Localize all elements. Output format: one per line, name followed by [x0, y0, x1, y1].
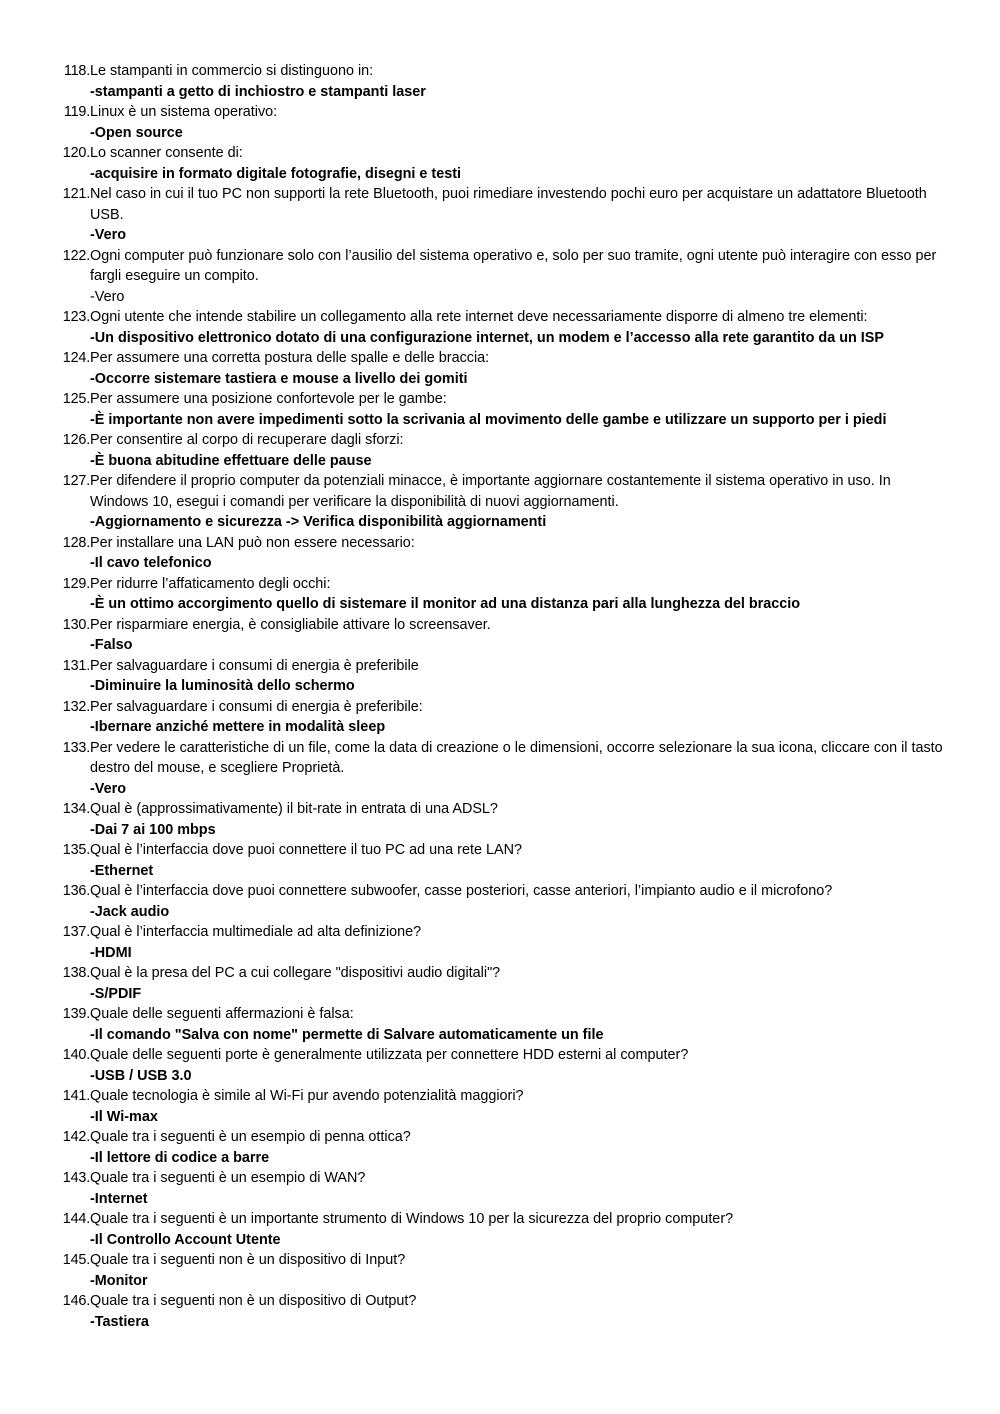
- question-line: [50, 574, 950, 595]
- question-line: [50, 1004, 950, 1025]
- question-text: Quale tra i seguenti è un esempio di penna ottica?: [90, 1129, 411, 1145]
- question-number: 128.: [62, 534, 90, 551]
- question-text: Nel caso in cui il tuo PC non supporti la rete Bluetooth, puoi rimediare investendo pochi euro per acquistare un adattatore Bluetooth USB.: [90, 186, 927, 223]
- answer-text: -È un ottimo accorgimento quello di sistemare il monitor ad una distanza pari alla lunghezza del braccio: [90, 596, 801, 612]
- question-item: [50, 1086, 950, 1127]
- question-number: 122.: [62, 247, 90, 264]
- question-number: 123.: [62, 309, 90, 325]
- question-item: [50, 307, 950, 348]
- question-item: [50, 533, 950, 574]
- question-item: [50, 922, 950, 963]
- question-line: [50, 471, 950, 512]
- question-item: [50, 881, 950, 922]
- question-text: Qual è (approssimativamente) il bit-rate in entrata di una ADSL?: [90, 801, 498, 817]
- question-item: [50, 1291, 950, 1332]
- answer-text: -acquisire in formato digitale fotografie, disegni e testi: [90, 165, 462, 182]
- question-item: [50, 697, 950, 738]
- answer-text: -Tastiera: [90, 1313, 149, 1330]
- question-number: 129.: [62, 575, 90, 592]
- question-text: Per difendere il proprio computer da potenziali minacce, è importante aggiornare costantemente il sistema operativo in uso. In Windows 10, esegui i comandi per verificare la disponibilità di nuovi aggiornamenti.: [90, 473, 891, 510]
- question-text: Per ridurre l’affaticamento degli occhi:: [90, 575, 331, 592]
- question-item: [50, 799, 950, 840]
- question-text: Quale delle seguenti affermazioni è falsa:: [90, 1006, 354, 1022]
- question-line: [50, 143, 950, 164]
- question-text: Qual è l’interfaccia multimediale ad alta definizione?: [90, 924, 422, 940]
- question-text: Per assumere una corretta postura delle spalle e delle braccia:: [90, 350, 490, 366]
- question-text: Quale tra i seguenti non è un dispositivo di Output?: [90, 1293, 417, 1309]
- answer-text: -Open source: [90, 124, 183, 141]
- question-number: 140.: [62, 1047, 90, 1063]
- question-line: [50, 246, 950, 287]
- question-text: Quale tecnologia è simile al Wi-Fi pur avendo potenzialità maggiori?: [90, 1088, 524, 1104]
- question-item: [50, 430, 950, 471]
- question-text: Per salvaguardare i consumi di energia è preferibile:: [90, 698, 423, 715]
- answer-text: -Un dispositivo elettronico dotato di una configurazione internet, un modem e l’accesso alla rete garantito da un ISP: [90, 329, 885, 346]
- question-item: [50, 143, 950, 184]
- question-item: [50, 184, 950, 246]
- answer-text: -Occorre sistemare tastiera e mouse a livello dei gomiti: [90, 370, 468, 387]
- answer-text: -Il Wi-max: [90, 1108, 158, 1125]
- question-item: [50, 471, 950, 533]
- question-text: Per assumere una posizione confortevole per le gambe:: [90, 391, 447, 407]
- question-number: 133.: [62, 739, 90, 756]
- answer-text: -Jack audio: [90, 903, 170, 920]
- question-number: 143.: [62, 1170, 90, 1186]
- question-number: 134.: [62, 801, 90, 817]
- question-text: Qual è la presa del PC a cui collegare "dispositivi audio digitali"?: [90, 965, 501, 981]
- question-list: [50, 61, 950, 1332]
- question-line: [50, 307, 950, 328]
- question-text: Qual è l’interfaccia dove puoi connettere subwoofer, casse posteriori, casse anteriori, l’impianto audio e il microfono?: [90, 883, 833, 899]
- question-item: [50, 574, 950, 615]
- question-item: [50, 1209, 950, 1250]
- answer-text: -Vero: [90, 780, 126, 797]
- question-item: [50, 656, 950, 697]
- question-number: 135.: [62, 842, 90, 858]
- question-line: [50, 1209, 950, 1230]
- question-item: [50, 1045, 950, 1086]
- answer-text: -Vero: [90, 227, 126, 243]
- answer-text: -Ibernare anziché mettere in modalità sleep: [90, 719, 386, 735]
- question-item: [50, 1168, 950, 1209]
- question-number: 144.: [62, 1211, 90, 1227]
- question-line: [50, 1045, 950, 1066]
- answer-text: -Ethernet: [90, 862, 154, 879]
- question-text: Per vedere le caratteristiche di un file, come la data di creazione o le dimensioni, occorre selezionare la sua icona, cliccare con il tasto destro del mouse, e scegliere Proprietà.: [90, 739, 943, 776]
- question-line: [50, 615, 950, 636]
- question-item: [50, 1004, 950, 1045]
- answer-text: -È buona abitudine effettuare delle pause: [90, 452, 372, 469]
- question-number: 130.: [62, 616, 90, 633]
- question-item: [50, 1127, 950, 1168]
- question-line: [50, 1127, 950, 1148]
- answer-text: -Falso: [90, 637, 133, 653]
- question-number: 137.: [62, 924, 90, 940]
- question-number: 121.: [62, 186, 90, 202]
- answer-text: -Vero: [90, 288, 125, 305]
- question-line: [50, 881, 950, 902]
- question-number: 145.: [62, 1252, 90, 1268]
- question-text: Per installare una LAN può non essere necessario:: [90, 534, 415, 551]
- question-text: Qual è l’interfaccia dove puoi connettere il tuo PC ad una rete LAN?: [90, 842, 522, 858]
- question-item: [50, 348, 950, 389]
- question-item: [50, 389, 950, 430]
- question-item: [50, 738, 950, 800]
- question-line: [50, 1250, 950, 1271]
- answer-text: -Aggiornamento e sicurezza -> Verifica disponibilità aggiornamenti: [90, 514, 547, 530]
- question-number: 118.: [63, 63, 90, 79]
- answer-text: -Il comando "Salva con nome" permette di Salvare automaticamente un file: [90, 1026, 604, 1043]
- answer-text: -USB / USB 3.0: [90, 1067, 192, 1084]
- question-line: [50, 61, 950, 82]
- answer-text: -È importante non avere impedimenti sotto la scrivania al movimento delle gambe e utilizzare un supporto per i piedi: [90, 411, 887, 428]
- question-item: [50, 61, 950, 102]
- question-line: [50, 533, 950, 554]
- question-number: 138.: [62, 965, 90, 981]
- question-text: Per consentire al corpo di recuperare dagli sforzi:: [90, 432, 404, 448]
- answer-text: -Dai 7 ai 100 mbps: [90, 821, 216, 838]
- question-number: 127.: [62, 473, 90, 489]
- question-line: [50, 840, 950, 861]
- question-item: [50, 102, 950, 143]
- question-text: Per risparmiare energia, è consigliabile attivare lo screensaver.: [90, 616, 491, 633]
- question-text: Le stampanti in commercio si distinguono in:: [90, 63, 374, 79]
- question-item: [50, 1250, 950, 1291]
- question-item: [50, 246, 950, 308]
- answer-text: -Il lettore di codice a barre: [90, 1149, 270, 1166]
- answer-text: -stampanti a getto di inchiostro e stampanti laser: [90, 83, 426, 100]
- question-text: Quale tra i seguenti è un importante strumento di Windows 10 per la sicurezza del proprio computer?: [90, 1211, 734, 1227]
- question-number: 136.: [62, 883, 90, 899]
- question-number: 119.: [63, 104, 90, 120]
- answer-text: -Monitor: [90, 1272, 148, 1289]
- question-number: 125.: [62, 391, 90, 407]
- question-number: 146.: [62, 1293, 90, 1309]
- question-text: Ogni utente che intende stabilire un collegamento alla rete internet deve necessariamente disporre di almeno tre elementi:: [90, 309, 868, 325]
- question-number: 131.: [62, 657, 90, 674]
- question-text: Per salvaguardare i consumi di energia è preferibile: [90, 657, 419, 674]
- question-item: [50, 963, 950, 1004]
- question-text: Ogni computer può funzionare solo con l’ausilio del sistema operativo e, solo per suo tramite, ogni utente può interagire con esso per fargli eseguire un compito.: [90, 247, 937, 284]
- question-line: [50, 738, 950, 779]
- answer-text: -Diminuire la luminosità dello schermo: [90, 678, 355, 694]
- question-line: [50, 799, 950, 820]
- answer-text: -S/PDIF: [90, 985, 142, 1002]
- question-line: [50, 348, 950, 369]
- question-number: 132.: [62, 698, 90, 715]
- question-line: [50, 184, 950, 225]
- question-number: 126.: [62, 432, 90, 448]
- question-line: [50, 1291, 950, 1312]
- question-line: [50, 1168, 950, 1189]
- answer-text: -Il Controllo Account Utente: [90, 1231, 281, 1248]
- question-line: [50, 963, 950, 984]
- question-number: 139.: [62, 1006, 90, 1022]
- question-item: [50, 840, 950, 881]
- question-line: [50, 102, 950, 123]
- question-line: [50, 389, 950, 410]
- question-number: 124.: [62, 350, 90, 366]
- question-text: Quale delle seguenti porte è generalmente utilizzata per connettere HDD esterni al computer?: [90, 1047, 689, 1063]
- question-text: Quale tra i seguenti è un esempio di WAN?: [90, 1170, 366, 1186]
- question-line: [50, 656, 950, 677]
- question-number: 141.: [62, 1088, 90, 1104]
- question-line: [50, 430, 950, 451]
- answer-text: -Il cavo telefonico: [90, 555, 212, 571]
- question-line: [50, 922, 950, 943]
- question-number: 142.: [62, 1129, 90, 1145]
- question-line: [50, 697, 950, 718]
- question-item: [50, 615, 950, 656]
- question-text: Linux è un sistema operativo:: [90, 104, 278, 120]
- question-line: [50, 1086, 950, 1107]
- answer-text: -Internet: [90, 1190, 148, 1207]
- question-text: Quale tra i seguenti non è un dispositivo di Input?: [90, 1252, 406, 1268]
- answer-text: -HDMI: [90, 944, 132, 961]
- question-number: 120.: [62, 145, 90, 161]
- question-text: Lo scanner consente di:: [90, 145, 243, 161]
